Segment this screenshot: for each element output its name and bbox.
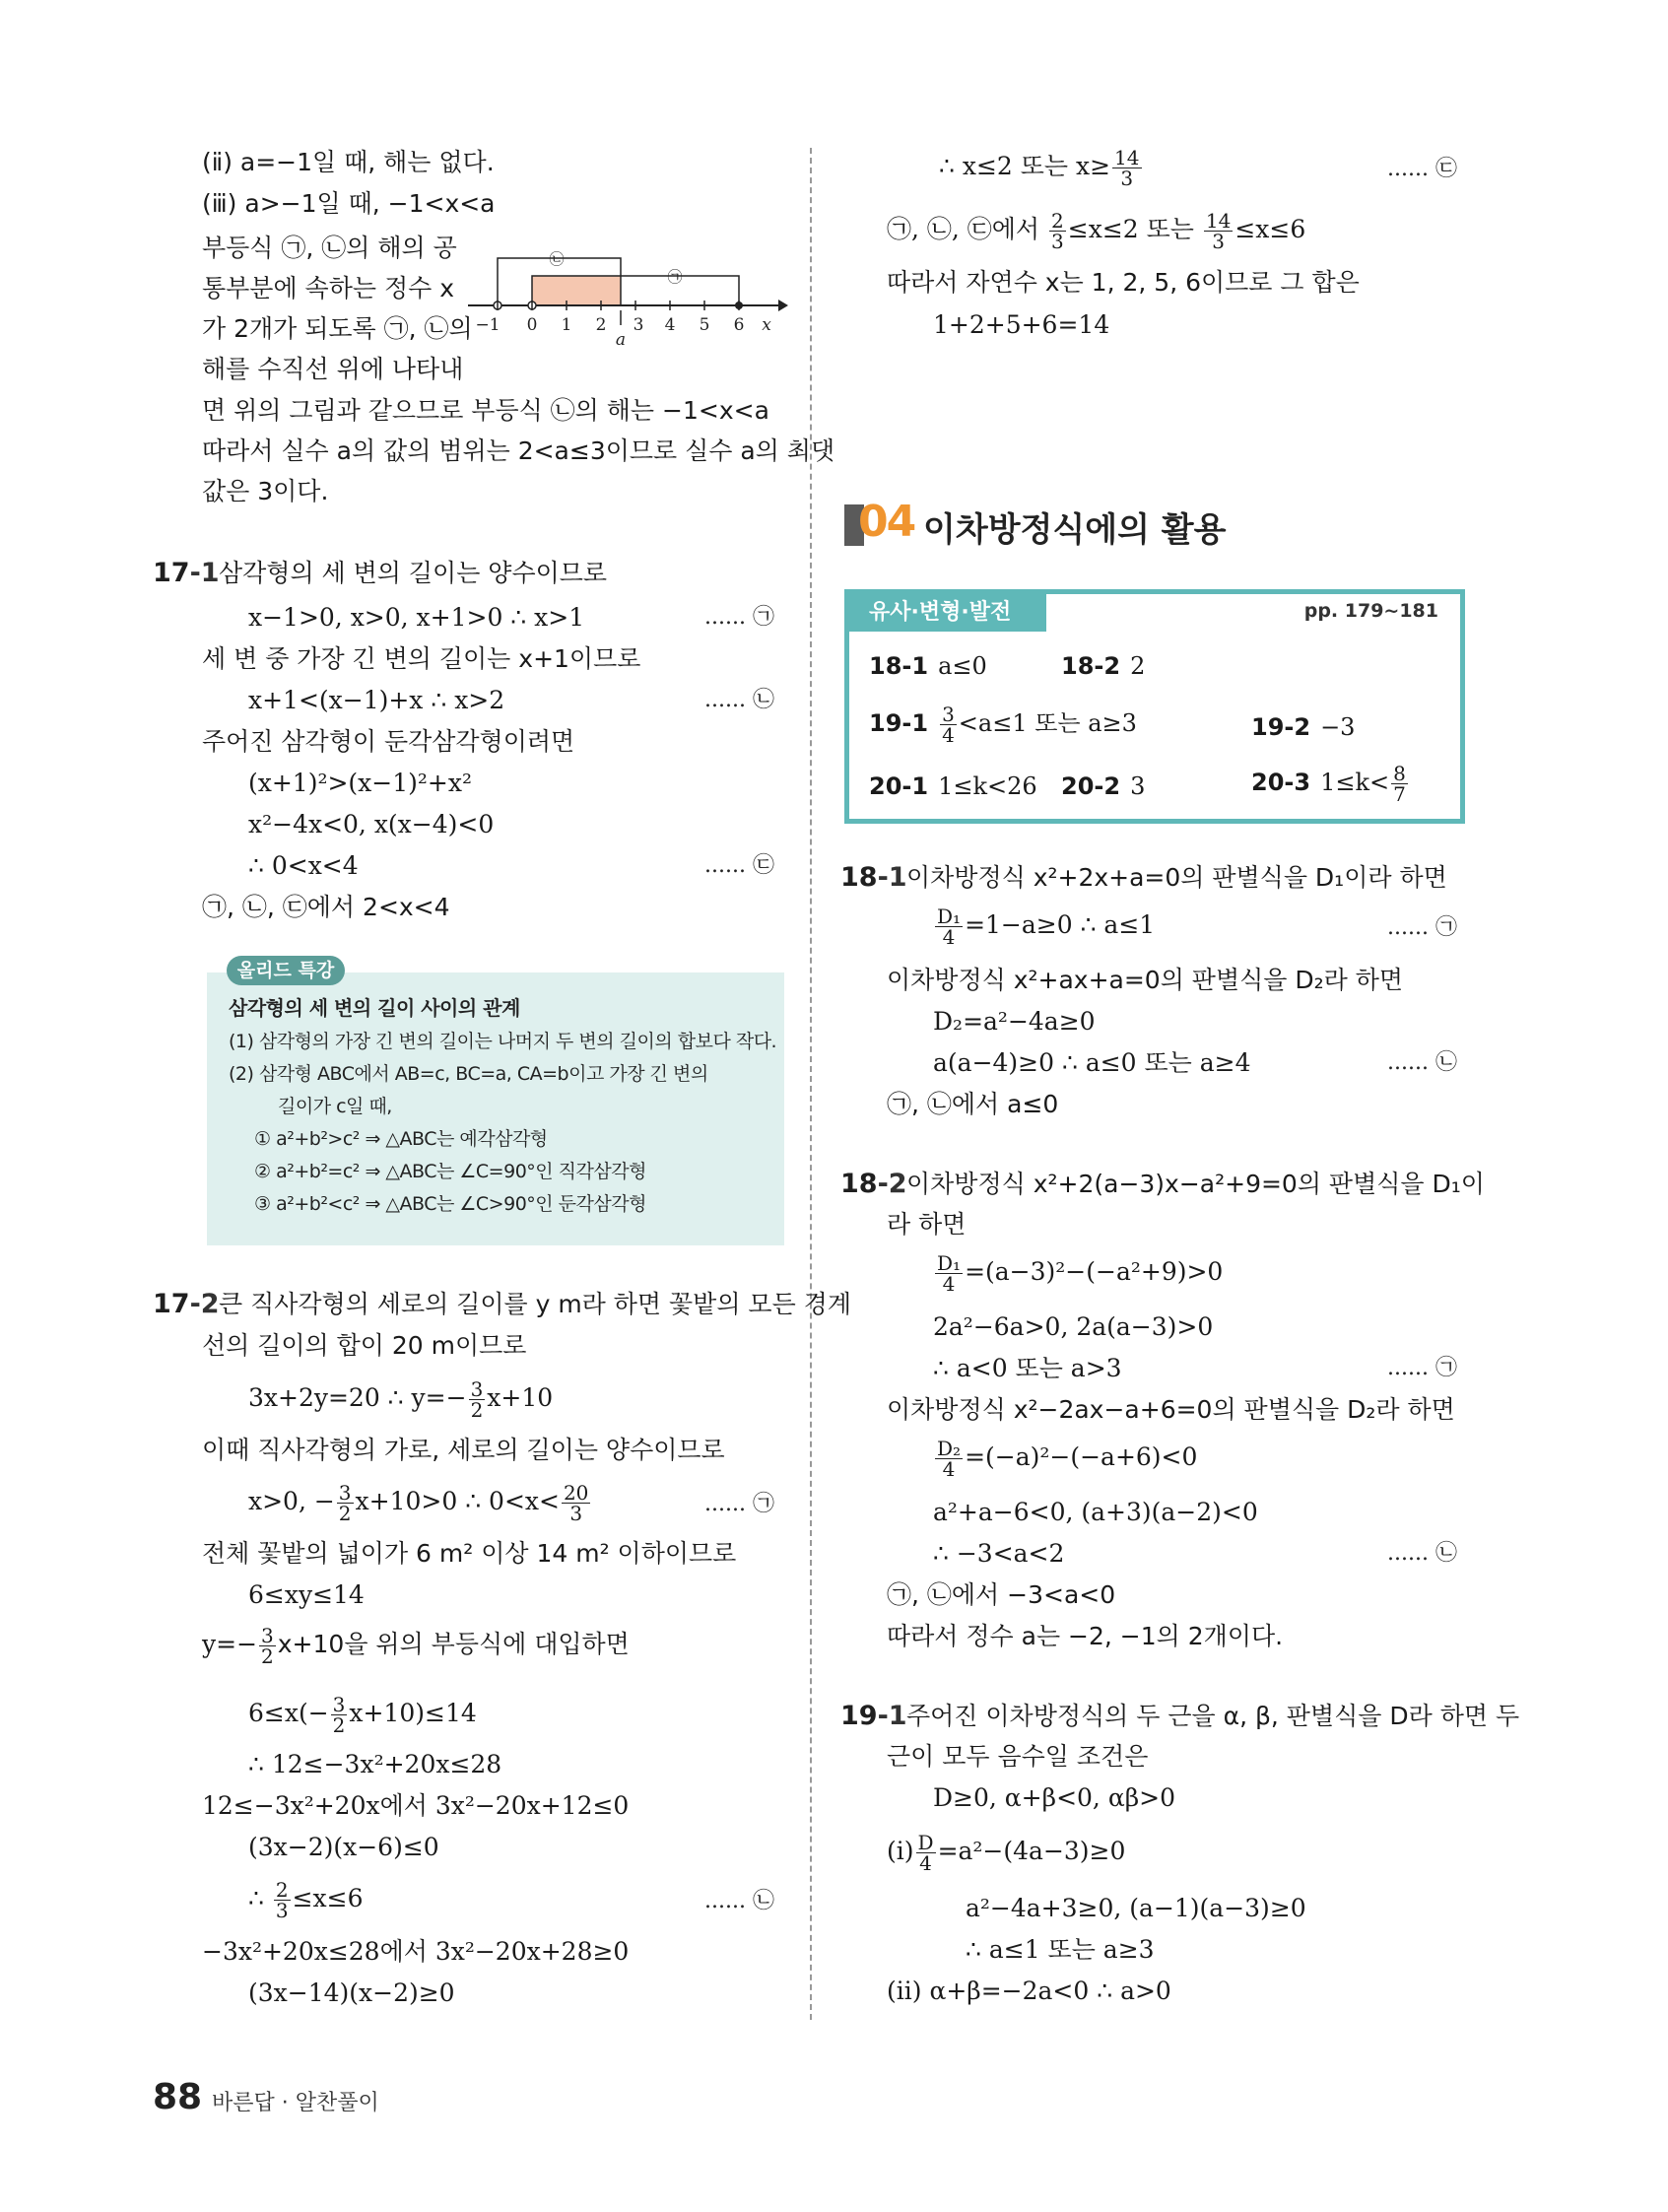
- tick-label: 4: [664, 315, 676, 335]
- text-line: 부등식 ㉠, ㉡의 해의 공: [202, 234, 457, 262]
- text-line: 주어진 이차방정식의 두 근을 α, β, 판별식을 D라 하면 두: [906, 1702, 1520, 1730]
- tip-title: 삼각형의 세 변의 길이 사이의 관계: [229, 996, 520, 1020]
- tip-line: ③ a²+b²<c² ⇒ △ABC는 ∠C>90°인 둔각삼각형: [254, 1193, 646, 1215]
- math-line: 6≤xy≤14: [248, 1580, 365, 1609]
- fraction: $\frac{2}{3}$: [275, 1878, 289, 1922]
- equation-marker: ...... ㉡: [704, 1889, 774, 1913]
- math-line: $\frac{\text{D₁}}{4}$ =(a−3)²−(−a²+9)>0: [937, 1251, 1224, 1296]
- answer-item: 18-1 a≤0: [869, 652, 987, 680]
- problem-tag: 18-2: [840, 1169, 907, 1199]
- math-line: 3x+2y=20 ∴ y=− $\frac{3}{2}$ x+10: [248, 1377, 554, 1422]
- fraction: $\frac{2}{3}$: [1051, 209, 1064, 253]
- answer-item: 19-1 $\frac{3}{4}$ <a≤1 또는 a≥3: [869, 703, 1137, 747]
- problem-tag: 18-1: [840, 862, 907, 893]
- answer-item: 20-3 1≤k< $\frac{8}{7}$: [1251, 762, 1406, 806]
- problem-tag: 17-2: [153, 1289, 220, 1319]
- section-title: 이차방정식에의 활용: [923, 510, 1227, 550]
- text-line: 이차방정식 x²+2x+a=0의 판별식을 D₁이라 하면: [906, 863, 1447, 892]
- text-line: 값은 3이다.: [202, 477, 329, 505]
- tick-label: 5: [699, 315, 710, 335]
- math-line: x>0, − $\frac{3}{2}$ x+10>0 ∴ 0<x< $\frac{20}{3}$: [248, 1481, 589, 1525]
- fraction: $\frac{3}{2}$: [470, 1377, 484, 1422]
- text-line: 가 2개가 되도록 ㉠, ㉡의: [202, 314, 473, 343]
- math-line: $\frac{\text{D₁}}{4}$ =1−a≥0 ∴ a≤1: [937, 905, 1156, 949]
- text-line: 근이 모두 음수일 조건은: [887, 1742, 1149, 1771]
- math-line: (x+1)²>(x−1)²+x²: [248, 769, 472, 797]
- math-line: (3x−14)(x−2)≥0: [248, 1978, 455, 2007]
- math-line: x−1>0, x>0, x+1>0 ∴ x>1: [248, 603, 585, 632]
- problem-tag: 19-1: [840, 1701, 907, 1731]
- bracket-label-1: ㉠: [667, 268, 683, 286]
- answer-item: 20-1 1≤k<26: [869, 772, 1037, 800]
- fraction: $\frac{3}{2}$: [338, 1481, 352, 1525]
- text-line: 주어진 삼각형이 둔각삼각형이려면: [202, 727, 575, 756]
- axis-var-a: a: [615, 330, 627, 350]
- fraction: $\frac{14}{3}$: [1205, 209, 1232, 253]
- tick-label: 0: [526, 315, 538, 335]
- math-line: ∴ 12≤−3x²+20x≤28: [248, 1750, 502, 1778]
- text-line: 세 변 중 가장 긴 변의 길이는 x+1이므로: [202, 644, 641, 673]
- text-line: 따라서 자연수 x는 1, 2, 5, 6이므로 그 합은: [887, 268, 1360, 297]
- axis-var-x: x: [762, 315, 771, 335]
- math-line: ∴ −3<a<2: [933, 1539, 1065, 1568]
- answer-box-pages: pp. 179~181: [1303, 600, 1438, 622]
- tip-line: (1) 삼각형의 가장 긴 변의 길이는 나머지 두 변의 길이의 합보다 작다.: [229, 1031, 777, 1052]
- equation-marker: ...... ㉢: [704, 853, 774, 878]
- text-line: 통부분에 속하는 정수 x: [202, 274, 454, 302]
- fraction: $\frac{D}{4}$: [917, 1831, 934, 1875]
- math-line: (3x−2)(x−6)≤0: [248, 1833, 439, 1861]
- tip-badge: 올리드 특강: [227, 956, 345, 985]
- equation-marker: ...... ㉢: [1387, 157, 1457, 181]
- text-line: (ⅲ) a>−1일 때, −1<x<a: [202, 189, 496, 218]
- tick-label: 6: [733, 315, 745, 335]
- equation-marker: ...... ㉠: [1387, 1356, 1457, 1380]
- math-line: y=− $\frac{3}{2}$ x+10을 위의 부등식에 대입하면: [202, 1624, 630, 1668]
- column-divider: [810, 148, 812, 2020]
- text-line: 삼각형의 세 변의 길이는 양수이므로: [219, 559, 608, 587]
- math-line: a²+a−6<0, (a+3)(a−2)<0: [933, 1498, 1258, 1526]
- text-line: 라 하면: [887, 1210, 967, 1239]
- math-line: ∴ x≤2 또는 x≥ $\frac{14}{3}$: [939, 146, 1140, 190]
- math-line: ∴ $\frac{2}{3}$ ≤x≤6: [248, 1878, 364, 1922]
- equation-marker: ...... ㉠: [704, 605, 774, 630]
- math-line: ∴ 0<x<4: [248, 851, 359, 880]
- fraction: $\frac{14}{3}$: [1114, 146, 1140, 190]
- text-line: (ⅱ) a=−1일 때, 해는 없다.: [202, 148, 495, 176]
- answer-box: [844, 589, 1465, 824]
- tip-line: 길이가 c일 때,: [278, 1096, 392, 1117]
- math-line: D≥0, α+β<0, αβ>0: [933, 1783, 1176, 1812]
- equation-marker: ...... ㉠: [704, 1492, 774, 1516]
- math-line: 6≤x(− $\frac{3}{2}$ x+10)≤14: [248, 1693, 477, 1737]
- tick-label: 2: [595, 315, 607, 335]
- text-line: 이때 직사각형의 가로, 세로의 길이는 양수이므로: [202, 1436, 725, 1464]
- math-line: (ⅰ) $\frac{D}{4}$ =a²−(4a−3)≥0: [887, 1831, 1126, 1875]
- math-line: ∴ a<0 또는 a>3: [933, 1354, 1122, 1382]
- axis-arrow: [778, 300, 788, 311]
- math-line: a²−4a+3≥0, (a−1)(a−3)≥0: [966, 1894, 1306, 1922]
- page-number: 88: [153, 2077, 203, 2117]
- fraction: $\frac{3}{2}$: [332, 1693, 346, 1737]
- fraction: $\frac{20}{3}$: [563, 1481, 589, 1525]
- math-line: ㉠, ㉡, ㉢에서 $\frac{2}{3}$ ≤x≤2 또는 $\frac{14}{3}$ ≤x≤6: [887, 209, 1306, 253]
- section-number: 04: [858, 497, 915, 547]
- fraction: $\frac{\text{D₂}}{4}$: [937, 1437, 962, 1481]
- equation-marker: ...... ㉡: [1387, 1541, 1457, 1566]
- text-line: 선의 길이의 합이 20 m이므로: [202, 1331, 527, 1360]
- bracket-label-2: ㉡: [549, 250, 565, 268]
- tip-line: (2) 삼각형 ABC에서 AB=c, BC=a, CA=b이고 가장 긴 변의: [229, 1063, 708, 1085]
- text-line: 전체 꽃밭의 넓이가 6 m² 이상 14 m² 이하이므로: [202, 1539, 737, 1568]
- math-line: D₂=a²−4a≥0: [933, 1007, 1096, 1036]
- text-line: 따라서 실수 a의 값의 범위는 2<a≤3이므로 실수 a의 최댓: [202, 436, 835, 465]
- text-line: 이차방정식 x²+2(a−3)x−a²+9=0의 판별식을 D₁이: [906, 1170, 1485, 1198]
- answer-item: 20-2 3: [1061, 772, 1146, 800]
- tip-line: ① a²+b²>c² ⇒ △ABC는 예각삼각형: [254, 1128, 548, 1150]
- text-line: 면 위의 그림과 같으므로 부등식 ㉡의 해는 −1<x<a: [202, 396, 769, 425]
- text-line: 이차방정식 x²−2ax−a+6=0의 판별식을 D₂라 하면: [887, 1395, 1455, 1424]
- math-line: ∴ a≤1 또는 a≥3: [966, 1935, 1155, 1964]
- overlap-region: [532, 276, 621, 305]
- problem-tag: 17-1: [153, 558, 220, 588]
- equation-marker: ...... ㉠: [1387, 915, 1457, 940]
- equation-marker: ...... ㉡: [1387, 1050, 1457, 1075]
- tick-label: −1: [475, 315, 500, 335]
- math-line: a(a−4)≥0 ∴ a≤0 또는 a≥4: [933, 1048, 1251, 1077]
- math-line: −3x²+20x≤28에서 3x²−20x+28≥0: [202, 1937, 630, 1966]
- answer-box-tab: 유사·변형·발전: [849, 594, 1046, 632]
- fraction: $\frac{8}{7}$: [1393, 762, 1406, 806]
- text-line: 따라서 정수 a는 −2, −1의 2개이다.: [887, 1622, 1284, 1650]
- math-line: x²−4x<0, x(x−4)<0: [248, 810, 495, 838]
- fraction: $\frac{\text{D₁}}{4}$: [937, 1251, 962, 1296]
- math-line: $\frac{\text{D₂}}{4}$ =(−a)²−(−a+6)<0: [937, 1437, 1198, 1481]
- tick-label: 3: [633, 315, 644, 335]
- math-line: x+1<(x−1)+x ∴ x>2: [248, 686, 505, 714]
- text-line: ㉠, ㉡에서 −3<a<0: [887, 1580, 1116, 1609]
- tip-line: ② a²+b²=c² ⇒ △ABC는 ∠C=90°인 직각삼각형: [254, 1161, 646, 1182]
- footer-title: 바른답 · 알찬풀이: [212, 2091, 379, 2115]
- text-line: ㉠, ㉡에서 a≤0: [887, 1090, 1059, 1118]
- equation-marker: ...... ㉡: [704, 688, 774, 712]
- text-line: 해를 수직선 위에 나타내: [202, 355, 464, 383]
- text-line: 이차방정식 x²+ax+a=0의 판별식을 D₂라 하면: [887, 966, 1404, 994]
- text-line: ㉠, ㉡, ㉢에서 2<x<4: [202, 893, 450, 921]
- fraction: $\frac{\text{D₁}}{4}$: [937, 905, 962, 949]
- math-line: 12≤−3x²+20x에서 3x²−20x+12≤0: [202, 1791, 630, 1820]
- math-line: 2a²−6a>0, 2a(a−3)>0: [933, 1312, 1214, 1341]
- fraction: $\frac{3}{2}$: [261, 1624, 274, 1668]
- answer-item: 18-2 2: [1061, 652, 1146, 680]
- text-line: 큰 직사각형의 세로의 길이를 y m라 하면 꽃밭의 모든 경계: [219, 1290, 851, 1318]
- fraction: $\frac{3}{4}$: [942, 703, 955, 747]
- number-line-figure: [463, 236, 788, 350]
- math-line: (ⅱ) α+β=−2a<0 ∴ a>0: [887, 1977, 1171, 2005]
- answer-item: 19-2 −3: [1251, 713, 1356, 741]
- tick-label: 1: [561, 315, 572, 335]
- math-line: 1+2+5+6=14: [933, 310, 1110, 339]
